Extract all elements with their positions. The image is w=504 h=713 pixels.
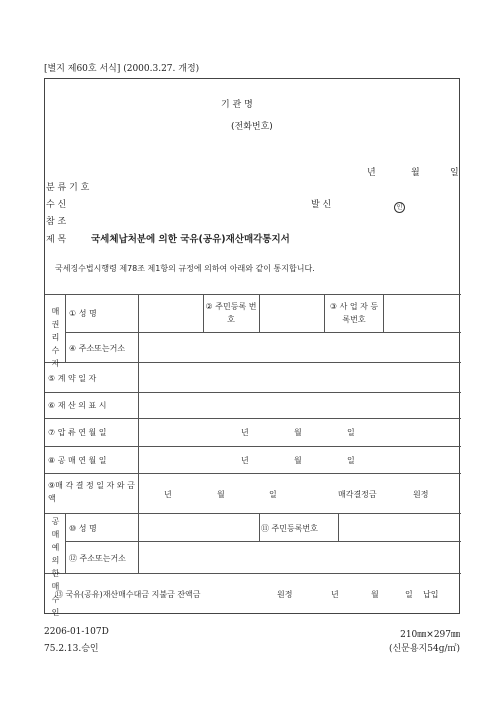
agency-name: 기 관 명 <box>221 100 253 110</box>
decision-month: 월 <box>217 490 225 499</box>
auction-date-label: ⑧ 공 매 연 월 일 <box>48 456 107 465</box>
paper-type: (신문용지54g/㎡) <box>388 644 460 654</box>
seizure-month: 월 <box>294 428 302 437</box>
payment-month: 월 <box>371 590 379 599</box>
reference-label: 참 조 <box>46 217 67 227</box>
payment-won: 원정 <box>277 590 293 599</box>
auction-month: 월 <box>294 456 302 465</box>
date-year: 년 <box>367 168 376 178</box>
decision-won: 원정 <box>413 490 429 499</box>
contract-date-label: ⑤ 계 약 일 자 <box>48 374 97 383</box>
agency-phone: (전화번호) <box>231 122 273 132</box>
auction-year: 년 <box>241 456 249 465</box>
auction-day: 일 <box>347 456 355 465</box>
classification-label: 분 류 기 호 <box>46 183 90 193</box>
seizure-year: 년 <box>241 428 249 437</box>
payment-year: 년 <box>331 590 339 599</box>
payment-day: 일 <box>405 590 413 599</box>
seizure-day: 일 <box>347 428 355 437</box>
notice-text: 국세징수법시행령 제78조 제1항의 규정에 의하여 아래와 같이 통지합니다. <box>55 264 315 273</box>
form-code: 2206-01-107D <box>44 627 109 637</box>
sender-label: 발 신 <box>311 200 332 210</box>
form-number: [별지 제60호 서식] (2000.3.27. 개정) <box>44 64 200 74</box>
buyer-address-label: ④ 주소또는거소 <box>69 344 126 353</box>
date-month: 월 <box>411 168 420 178</box>
property-label: ⑥ 재 산 의 표 시 <box>48 401 107 410</box>
payment-suffix: 납입 <box>423 590 439 599</box>
decision-amount-label: 매각결정금 <box>338 490 377 499</box>
approval-date: 75.2.13.승인 <box>44 644 99 654</box>
buyer-name-label: ① 성 명 <box>69 309 97 318</box>
form-box <box>44 78 460 617</box>
decision-label: ⑨매 각 결 정 일 자 와 금 액 <box>48 481 135 503</box>
buyer-id-label: ② 주민등록 번 호 <box>205 302 257 324</box>
subject-label: 제 목 <box>46 235 67 245</box>
seal-mark: 인 <box>394 197 405 216</box>
public-address-label: ⑫ 주소또는거소 <box>69 554 126 563</box>
public-name-label: ⑩ 성 명 <box>69 524 97 533</box>
decision-day: 일 <box>269 490 277 499</box>
buyer-group-label: 매 권 리 수 자 <box>51 307 60 368</box>
seizure-date-label: ⑦ 압 류 연 월 일 <box>48 428 107 437</box>
paper-size: 210㎜×297㎜ <box>400 630 460 640</box>
recipient-label: 수 신 <box>46 200 67 210</box>
subject-value: 국세체납처분에 의한 국유(공유)재산매각통지서 <box>91 234 290 245</box>
payment-label: ⑬ 국유(공유)재산매수대금 지불금 잔액금 <box>55 590 201 599</box>
date-day: 일 <box>450 168 459 178</box>
decision-year: 년 <box>164 490 172 499</box>
public-group-label: 공 매 예 의 한 매 수 인 <box>51 517 60 617</box>
public-id-label: ⑪ 주민등록번호 <box>261 524 318 533</box>
buyer-biz-label: ③ 사 업 자 등록번호 <box>329 302 379 324</box>
